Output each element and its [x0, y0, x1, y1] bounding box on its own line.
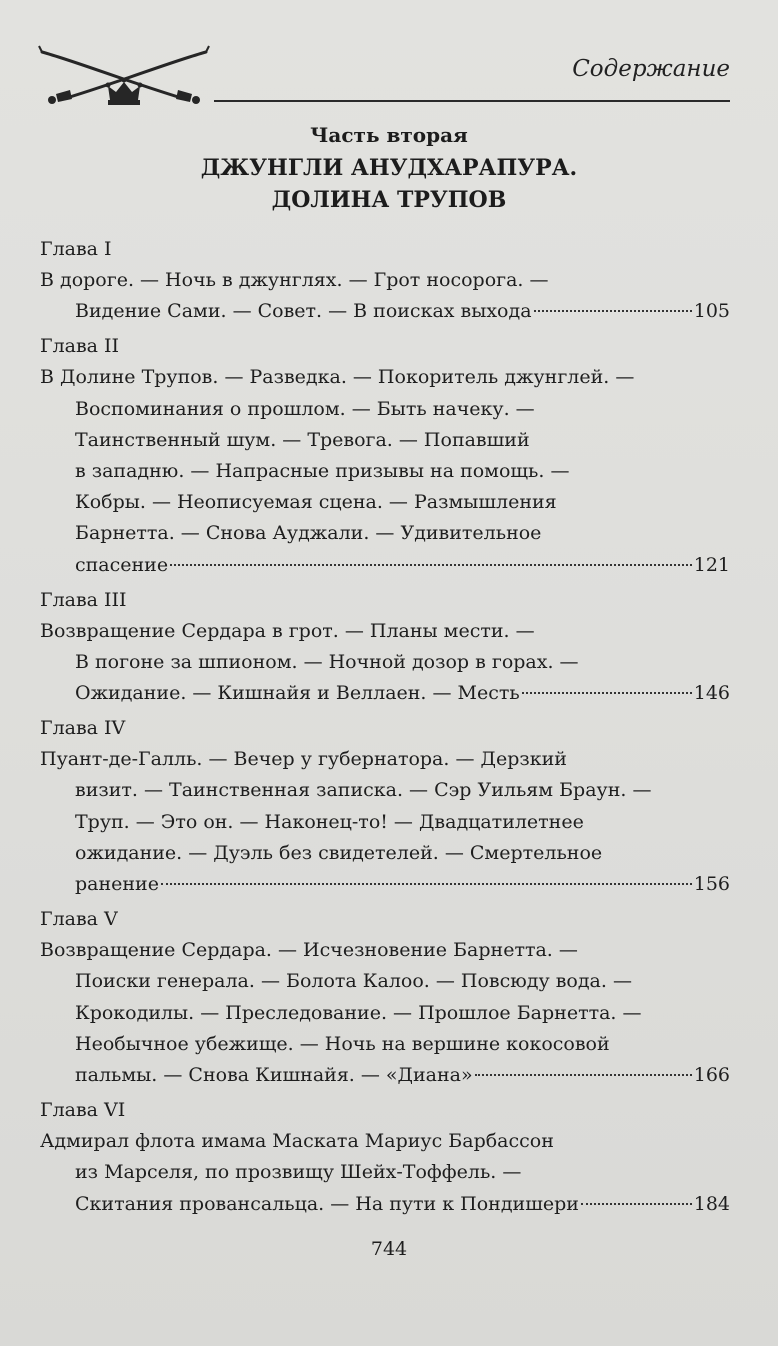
entry-page-number: 184	[693, 1192, 730, 1215]
entry-page-number: 156	[693, 873, 730, 895]
running-head: Содержание	[572, 56, 730, 82]
chapter-heading: Глава II	[40, 335, 120, 358]
entry-line	[40, 550, 730, 581]
entry-text: Скитания провансальца. — На пути к Пондишери	[75, 1192, 579, 1215]
table-of-contents	[40, 234, 730, 1224]
entry-text: Видение Сами. — Совет. — В поисках выхода	[75, 300, 532, 323]
entry-line	[40, 678, 730, 709]
chapter-entry	[40, 362, 730, 580]
part-heading	[0, 122, 778, 216]
chapter-entry	[40, 744, 730, 900]
dot-leader	[534, 310, 692, 312]
entry-line: Возвращение Сердара в грот. — Планы мести. —	[40, 619, 535, 642]
header-rule	[214, 100, 730, 102]
entry-line: Пуант-де-Галль. — Вечер у губернатора. — Дерзкий	[40, 748, 567, 771]
part-label: Часть вторая	[310, 123, 468, 147]
entry-line: Барнетта. — Снова Ауджали. — Удивительное	[75, 522, 542, 545]
part-title-line-1: ДЖУНГЛИ АНУДХАРАПУРА.	[200, 155, 578, 181]
chapter-entry	[40, 935, 730, 1091]
dot-leader	[475, 1074, 692, 1076]
dot-leader	[522, 692, 692, 694]
chapter-entry	[40, 265, 730, 327]
entry-line: Труп. — Это он. — Наконец-то! — Двадцатилетнее	[75, 810, 584, 833]
entry-text: спасение	[75, 553, 169, 576]
entry-line: из Марселя, по прозвищу Шейх-Тоффель. —	[75, 1161, 522, 1184]
page-number: 744	[370, 1238, 408, 1260]
chapter-heading: Глава V	[40, 908, 118, 931]
entry-text: ранение	[75, 873, 159, 895]
chapter-heading: Глава IV	[40, 717, 126, 740]
entry-line: Кобры. — Неописуемая сцена. — Размышления	[75, 491, 557, 514]
dot-leader	[581, 1203, 692, 1205]
entry-line: Крокодилы. — Преследование. — Прошлое Барнетта. —	[75, 1001, 642, 1024]
entry-line: Поиски генерала. — Болота Калоо. — Повсюду вода. —	[75, 970, 632, 993]
entry-text: пальмы. — Снова Кишнайя. — «Диана»	[75, 1063, 473, 1086]
entry-line: в западню. — Напрасные призывы на помощь. —	[75, 459, 570, 482]
entry-line: Возвращение Сердара. — Исчезновение Барнетта. —	[40, 939, 578, 962]
crossed-sabres-crown-emblem-icon	[38, 42, 210, 108]
dot-leader	[161, 883, 692, 885]
entry-page-number: 166	[693, 1063, 730, 1086]
dot-leader	[170, 564, 692, 566]
entry-line: В Долине Трупов. — Разведка. — Покоритель джунглей. —	[40, 366, 635, 389]
chapter-entry	[40, 1126, 730, 1220]
entry-line: В дороге. — Ночь в джунглях. — Грот носорога. —	[40, 269, 549, 291]
chapter-heading: Глава VI	[40, 1099, 126, 1122]
entry-page-number: 105	[693, 300, 730, 323]
entry-page-number: 121	[693, 553, 730, 576]
entry-line: визит. — Таинственная записка. — Сэр Уильям Браун. —	[75, 779, 652, 802]
entry-line	[40, 1060, 730, 1091]
chapter-entry	[40, 616, 730, 710]
chapter-heading: Глава III	[40, 588, 127, 611]
page-header	[0, 0, 778, 120]
entry-text: Ожидание. — Кишнайя и Веллаен. — Месть	[75, 682, 520, 705]
entry-line	[40, 296, 730, 327]
entry-line: Таинственный шум. — Тревога. — Попавший	[75, 428, 530, 451]
entry-line	[40, 1189, 730, 1220]
entry-line	[40, 869, 730, 900]
entry-line: В погоне за шпионом. — Ночной дозор в горах. —	[75, 650, 579, 673]
entry-page-number: 146	[693, 682, 730, 705]
entry-line: Воспоминания о прошлом. — Быть начеку. —	[75, 397, 535, 420]
entry-line: Необычное убежище. — Ночь на вершине кокосовой	[75, 1032, 610, 1055]
entry-line: ожидание. — Дуэль без свидетелей. — Смертельное	[75, 841, 603, 864]
part-title	[0, 152, 778, 216]
entry-line: Адмирал флота имама Маската Мариус Барбассон	[40, 1130, 554, 1153]
chapter-heading: Глава I	[40, 238, 112, 260]
part-title-line-2: ДОЛИНА ТРУПОВ	[271, 187, 507, 213]
